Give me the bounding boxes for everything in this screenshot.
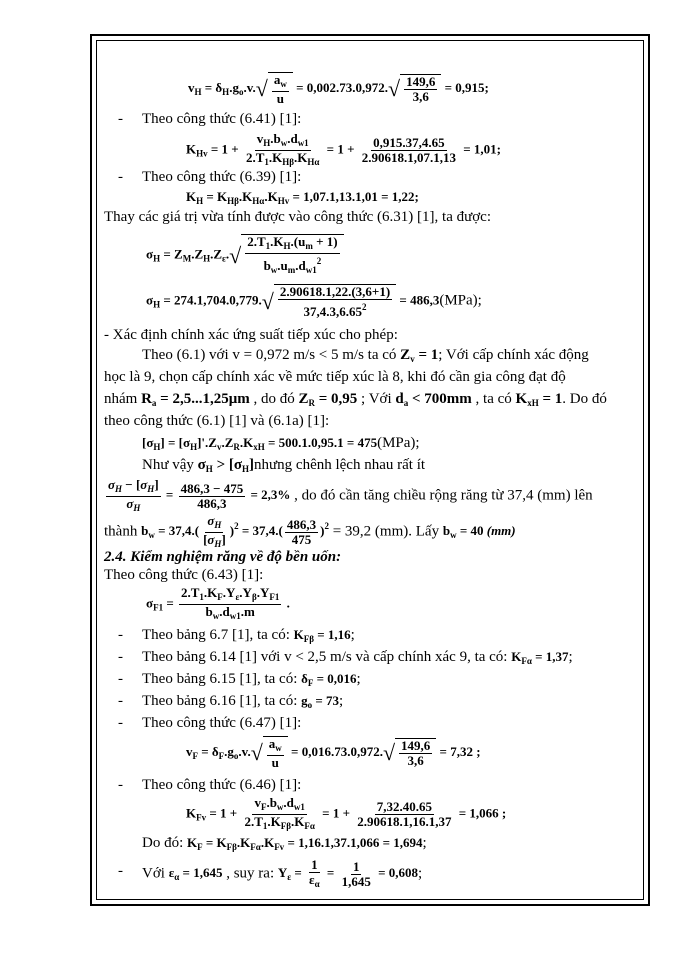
para-line-3: nhám $R_a = 2,5...1,25\mu m$ , do đó $Z_R = 0,95$ ; Với $d_a < 700mm$ , ta có $K_{xH} = 1$. Do đó — [104, 391, 607, 408]
text-kf: Do đó: $K_F = K_{F\beta}.K_{F\alpha}.K_{Fv} = 1,16.1,37.1,066 = 1,694$; — [142, 835, 427, 852]
formula-vh: $v_H = \delta_H.g_o.v$. √ $\frac{a_w}{u}$ = 0,002.73.0,972. √ $\frac{149,6}{3,6}$ = 0,915; — [188, 72, 489, 106]
formula-vf: $v_F = \delta_F.g_o.v$. √ $\frac{a_w}{u}$ = 0,016.73.0,972. √ $\frac{149,6}{3,6}$ = 7,32 ; — [186, 736, 481, 770]
bullet-dash: - — [118, 715, 123, 731]
text-epsilon: Với $\varepsilon_\alpha = 1,645$ , suy ra: $Y_\varepsilon$ = $\frac{1}{\varepsilon_\alpha}$ = $\frac{1}{1,645}$ = 0,608; — [142, 857, 423, 889]
bullet-dash: - — [118, 111, 123, 127]
formula-sigma-h: $\sigma_H = Z_M.Z_H.Z_\varepsilon$. √ $\frac{2.T_1.K_H.(u_m + 1)}{b_w.u_m.d_{w1}^2}$ — [146, 234, 344, 277]
formula-allowable-stress: $[\sigma_H] = [\sigma_H]'.Z_v.Z_R.K_{xH} = 500.1.0,95.1 = 475(MPa)$; — [142, 435, 420, 452]
formula-sigma-f1: $\sigma_{F1}$ = $\frac{2.T_1.K_F.Y_\varepsilon.Y_\beta.Y_{F1}}{b_w.d_{w1}.m}$ . — [146, 585, 290, 621]
formula-bw: thành $b_w = 37,4$.( $\frac{\sigma_H}{[\sigma_H]}$ )$^2$ = 37,4.( $\frac{486,3}{475}$ )$^2$ = 39,2 (mm). Lấy $b_w = 40$ (mm) — [104, 513, 516, 549]
text-table-616: Theo bảng 6.16 [1], ta có: $g_o = 73$; — [142, 693, 344, 710]
bullet-dash: - — [118, 649, 123, 665]
text-substitute: Thay các giá trị vừa tính được vào công thức (6.31) [1], ta được: — [104, 209, 492, 225]
text-table-615: Theo bảng 6.15 [1], ta có: $\delta_F = 0,016$; — [142, 671, 361, 688]
bullet-dash: - — [118, 169, 123, 185]
formula-sigma-h-value: $\sigma_H = 274.1,704.0,779$. √ $\frac{2.90618.1,22.(3,6+1)}{37,4.3,6.65^2}$ = 486,3(MPa); — [146, 284, 482, 319]
bullet-dash: - — [118, 777, 123, 793]
text-formula-639: Theo công thức (6.39) [1]: — [142, 169, 302, 185]
para-line-2: học là 9, chọn cấp chính xác về mức tiếp xúc là 8, khi đó cần gia công đạt độ — [104, 369, 566, 385]
bullet-dash: - — [118, 627, 123, 643]
text-formula-641: Theo công thức (6.41) [1]: — [142, 111, 302, 127]
formula-kfv: $K_{Fv} = 1$ + $\frac{v_F.b_w.d_{w1}}{2.T_1.K_{F\beta}.K_{F\alpha}}$ = 1 + $\frac{7,32.40.65}{2.90618.1,16.1,37}$ = 1,066 ; — [186, 795, 507, 831]
section-heading-2-4: 2.4. Kiểm nghiệm răng về độ bền uốn: — [104, 549, 342, 565]
bullet-dash: - — [118, 671, 123, 687]
bullet-dash: - — [118, 863, 123, 879]
text-determine-stress: - Xác định chính xác ứng suất tiếp xúc cho phép: — [104, 327, 398, 343]
para-line-4: theo công thức (6.1) [1] và (6.1a) [1]: — [104, 413, 330, 429]
text-formula-643: Theo công thức (6.43) [1]: — [104, 567, 264, 583]
formula-deviation: $\frac{\sigma_H - [\sigma_H]}{\sigma_H}$ = $\frac{486,3 - 475}{486,3}$ = 2,3% , do đó cần tăng chiều rộng răng từ 37,4 (mm) lên — [108, 477, 593, 513]
text-table-67: Theo bảng 6.7 [1], ta có: $K_{F\beta} = 1,16$; — [142, 627, 355, 644]
para-line-1: Theo (6.1) với v = 0,972 m/s < 5 m/s ta có $Z_v = 1$; Với cấp chính xác động — [142, 347, 589, 364]
formula-khv: $K_{Hv} = 1$ + $\frac{v_H.b_w.d_{w1}}{2.T_1.K_{H\beta}.K_{H\alpha}}$ = 1 + $\frac{0,915.37,4.65}{2.90618.1,07.1,13}$ = 1,01; — [186, 131, 501, 167]
text-formula-647: Theo công thức (6.47) [1]: — [142, 715, 302, 731]
bullet-dash: - — [118, 693, 123, 709]
text-table-614: Theo bảng 6.14 [1] với v < 2,5 m/s và cấp chính xác 9, ta có: $K_{F\alpha} = 1,37$; — [142, 649, 573, 666]
text-formula-646: Theo công thức (6.46) [1]: — [142, 777, 302, 793]
formula-kh: $K_H = K_{H\beta}.K_{H\alpha}.K_{Hv} = 1,07.1,13.1,01 = 1,22$; — [186, 189, 419, 206]
text-comparison: Như vậy $\sigma_H$ > $[\sigma_H]nhưng$ chênh lệch nhau rất ít — [142, 457, 426, 474]
